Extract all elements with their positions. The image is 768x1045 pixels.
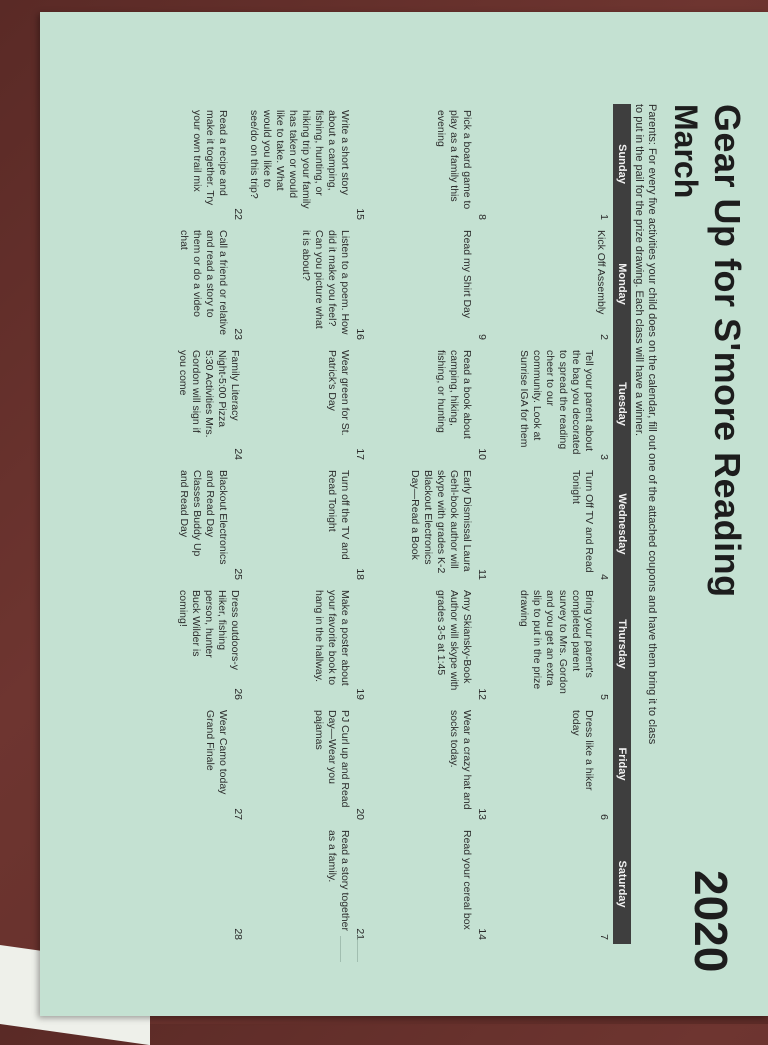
day-activity-text: Blackout Electronics and Read Day Classes Buddy Up and Read Day (178, 470, 229, 565)
day-number: 19 (354, 688, 366, 700)
faint-stamp-mark (340, 936, 358, 962)
day-number: 10 (476, 448, 488, 460)
day-activity-text: Pick a board game to play as a family this evening (435, 110, 473, 210)
day-activity-text: Family Literacy Night-5:00 Pizza 5:30 Activities Mrs. Gordon will sign if you come (177, 350, 241, 438)
day-number: 17 (354, 448, 366, 460)
day-number: 25 (232, 568, 244, 580)
day-number: 2 (598, 334, 610, 340)
weekday-header: Friday (616, 747, 628, 781)
calendar-day-cell (491, 824, 613, 944)
day-activity-text: Turn Off TV and Read Tonight (570, 470, 595, 573)
day-activity-text: Wear a crazy hat and socks today. (448, 710, 473, 810)
weekday-header: Sunday (616, 144, 628, 184)
weekday-header: Saturday (616, 860, 628, 908)
calendar-day-cell (247, 224, 369, 344)
day-number: 20 (354, 808, 366, 820)
parent-instructions (632, 104, 658, 745)
calendar-day-cell (491, 704, 613, 824)
calendar-day-cell (247, 344, 369, 464)
day-number: 21 (354, 928, 366, 940)
day-number: 15 (354, 208, 366, 220)
calendar-day-cell (369, 464, 491, 584)
day-number: 11 (476, 569, 488, 580)
day-number: 28 (232, 928, 244, 940)
day-number: 16 (354, 328, 366, 340)
day-number: 27 (232, 808, 244, 820)
day-activity-text: Read my Shirt Day (461, 230, 473, 319)
day-number: 23 (232, 328, 244, 340)
day-number: 13 (476, 808, 488, 820)
day-activity-text: PJ Curl up and Read Day—Wear you pajamas (313, 710, 351, 808)
day-number: 8 (476, 214, 488, 220)
day-activity-text: Tell your parent about the bag you decorated to spread the reading cheer to our community. Look at Sunrise IGA for them (518, 350, 595, 455)
weekday-header-row (613, 104, 631, 944)
day-number: 6 (598, 814, 610, 820)
day-number: 4 (598, 574, 610, 580)
day-activity-text: Read a book about camping, hiking, fishing, or hunting (435, 350, 473, 439)
calendar-day-cell (491, 344, 613, 464)
day-number: 5 (598, 694, 610, 700)
day-number: 12 (476, 688, 488, 700)
day-number: 22 (232, 208, 244, 220)
day-activity-text: Write a short story about a camping, fishing, hunting, or hiking trip your family has taken or would like to take. What would you like to see/do on this trip? (248, 110, 351, 209)
day-number: 3 (598, 454, 610, 460)
weekday-header: Thursday (616, 619, 628, 669)
calendar-day-cell (125, 344, 247, 464)
day-activity-text: Dress like a hiker today (570, 710, 595, 791)
calendar-day-cell (491, 584, 613, 704)
weekday-header: Monday (616, 263, 628, 305)
flyer-title: Gear Up for S'more Reading (707, 104, 748, 598)
calendar-week-row (125, 104, 247, 944)
calendar-day-cell (369, 824, 491, 944)
day-number: 24 (232, 448, 244, 460)
calendar-day-cell (247, 104, 369, 224)
day-activity-text: Read a recipe and make it together. Try your own trail mix (191, 110, 229, 206)
day-activity-text: Wear green for St. Patrick's Day (326, 350, 351, 436)
day-number: 9 (476, 334, 488, 340)
day-number: 26 (232, 688, 244, 700)
flyer-year: 2020 (685, 870, 737, 973)
calendar-day-cell (125, 824, 247, 944)
day-activity-text: Bring your parent's completed parent survey to Mrs. Gordon and you get an extra slip to put in the prize drawing (518, 590, 595, 694)
calendar-day-cell (369, 104, 491, 224)
calendar-flyer-sheet (40, 12, 768, 1016)
day-activity-text: Read a story together as a family. (326, 830, 351, 931)
day-activity-text: Turn off the TV and Read Tonight (326, 470, 351, 560)
calendar-day-cell (125, 704, 247, 824)
calendar-day-cell (247, 464, 369, 584)
calendar-day-cell (369, 224, 491, 344)
calendar-day-cell (491, 224, 613, 344)
day-activity-text: Listen to a poem. How did it make you feel? Can you picture what it is about? (300, 230, 351, 335)
day-number: 18 (354, 568, 366, 580)
day-activity-text: Kick Off Assembly (595, 230, 607, 315)
instructions-line-1: Parents: For every five activities your child does on the calendar, fill out one of the attached coupons and have them bring it to class (646, 104, 658, 745)
day-number: 7 (598, 934, 610, 940)
day-number: 14 (476, 928, 488, 940)
calendar-week-row (369, 104, 491, 944)
calendar-week-row (491, 104, 613, 944)
day-activity-text: Read your cereal box (461, 830, 473, 930)
calendar-day-cell (125, 584, 247, 704)
calendar-day-cell (125, 224, 247, 344)
calendar-day-cell (247, 824, 369, 944)
calendar-day-cell (369, 584, 491, 704)
day-activity-text: Amy Skiansky-Book Author will skype with grades 3-5 at 1:45 (435, 590, 473, 691)
calendar-day-cell (247, 704, 369, 824)
day-activity-text: Wear Camo today Grand Finale (204, 710, 229, 795)
day-activity-text: Dress outdoors-y Hiker, fishing person, hunter Buck Wilder is coming! (177, 590, 241, 670)
calendar-grid (125, 104, 631, 944)
rotated-document (68, 12, 768, 992)
day-activity-text: Make a poster about your favorite book to hang in the hallway. (313, 590, 351, 686)
day-activity-text: Call a friend or relative and read a story to them or do a video chat (178, 230, 229, 336)
calendar-week-row (247, 104, 369, 944)
weekday-header: Tuesday (616, 382, 628, 426)
instructions-line-2: to put in the pail for the prize drawing. Each class will have a winner. (633, 104, 645, 437)
calendar-day-cell (369, 344, 491, 464)
calendar-day-cell (247, 584, 369, 704)
calendar-day-cell (491, 464, 613, 584)
calendar-day-cell (125, 464, 247, 584)
calendar-weeks (125, 104, 613, 944)
calendar-day-cell (369, 704, 491, 824)
calendar-day-cell (491, 104, 613, 224)
flyer-month: March (668, 104, 704, 199)
day-activity-text: Early Dismissal Laura Gehl-book author will skype with grades K-2 Blackout Electronics Day—Read a Book (409, 470, 473, 574)
day-number: 1 (598, 214, 610, 220)
weekday-header: Wednesday (616, 493, 628, 555)
calendar-day-cell (125, 104, 247, 224)
